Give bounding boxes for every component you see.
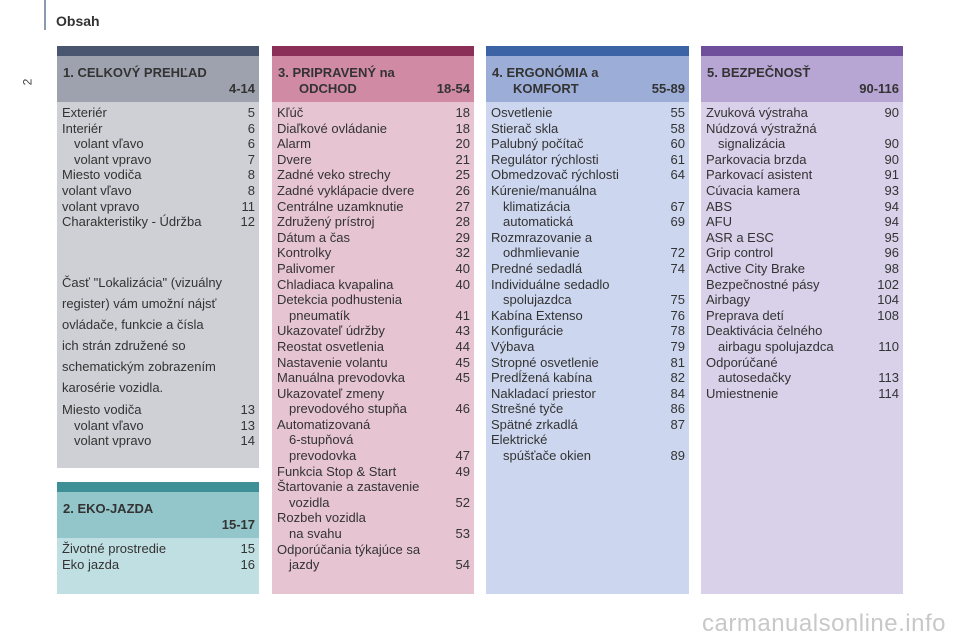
section-5-title: 5. BEZPEČNOSŤ <box>707 65 811 80</box>
toc-entry[interactable]: volant vľavo 13 <box>74 417 255 433</box>
section-5-bar <box>701 46 903 56</box>
section-4-title-line2: KOMFORT <box>513 81 579 96</box>
toc-entry[interactable]: Zvuková výstraha 90 <box>706 105 899 120</box>
section-3-title-line2: ODCHOD <box>299 81 357 96</box>
section-4-entries <box>491 105 685 464</box>
section-1-header <box>57 56 259 102</box>
toc-entry[interactable]: Kontrolky 32 <box>277 245 470 261</box>
toc-entry[interactable]: Osvetlenie 55 <box>491 105 685 120</box>
toc-entry[interactable]: Charakteristiky - Údržba 12 <box>62 214 255 230</box>
toc-entry[interactable]: volant vľavo 6 <box>74 136 255 152</box>
section-1-body <box>57 102 259 468</box>
toc-entry[interactable]: Predné sedadlá 74 <box>491 260 685 276</box>
section-1-title: 1. CELKOVÝ PREHĽAD <box>63 65 207 80</box>
toc-entry[interactable]: Funkcia Stop & Start 49 <box>277 463 470 479</box>
toc-entry[interactable]: Umiestnenie 114 <box>706 385 899 401</box>
toc-entry[interactable]: Zadné vyklápacie dvere 26 <box>277 182 470 198</box>
section-1-entries-2 <box>62 402 255 449</box>
toc-entry[interactable]: Výbava 79 <box>491 338 685 354</box>
toc-entry[interactable]: Dvere 21 <box>277 151 470 167</box>
toc-entry[interactable]: Odporúčania týkajúce sa jazdy 54 <box>277 541 470 573</box>
toc-entry[interactable]: Nakladací priestor 84 <box>491 385 685 401</box>
section-1-bar <box>57 46 259 56</box>
section-3-header <box>272 56 474 102</box>
toc-entry[interactable]: Odporúčané autosedačky 113 <box>706 354 899 386</box>
toc-entry[interactable]: Regulátor rýchlosti 61 <box>491 151 685 167</box>
toc-entry[interactable]: Manuálna prevodovka 45 <box>277 370 470 386</box>
section-3-range: 18-54 <box>436 81 470 96</box>
section-4-header <box>486 56 689 102</box>
section-2-column <box>57 482 259 594</box>
toc-entry[interactable]: Chladiaca kvapalina 40 <box>277 276 470 292</box>
toc-entry[interactable]: Dátum a čas 29 <box>277 229 470 245</box>
section-5-header <box>701 56 903 102</box>
section-2-header <box>57 492 259 538</box>
toc-entry[interactable]: Automatizovaná 6-stupňová prevodovka 47 <box>277 416 470 464</box>
page-title: Obsah <box>56 13 100 29</box>
toc-entry[interactable]: Rozbeh vozidla na svahu 53 <box>277 510 470 542</box>
toc-entry[interactable]: volant vľavo 8 <box>62 182 255 198</box>
section-4-body <box>486 102 689 594</box>
section-1-entries <box>62 105 255 230</box>
toc-entry[interactable]: volant vpravo 14 <box>74 433 255 449</box>
toc-entry[interactable]: ASR a ESC 95 <box>706 229 899 245</box>
section-4-column <box>486 46 689 594</box>
page-number: 2 <box>20 78 35 86</box>
toc-entry[interactable]: Deaktivácia čelného airbagu spolujazdca 110 <box>706 323 899 354</box>
toc-entry[interactable]: Konfigurácie 78 <box>491 323 685 339</box>
toc-entry[interactable]: Elektrické spúšťače okien 89 <box>491 432 685 464</box>
toc-entry[interactable]: Palivomer 40 <box>277 260 470 276</box>
section-5-column <box>701 46 903 594</box>
section-1-range: 4-14 <box>228 81 255 96</box>
toc-entry[interactable]: Exteriér 5 <box>62 105 255 120</box>
section-2-title: 2. EKO-JAZDA <box>63 501 154 516</box>
toc-entry[interactable]: Štartovanie a zastavenie vozidla 52 <box>277 479 470 510</box>
toc-entry[interactable]: Parkovacia brzda 90 <box>706 151 899 167</box>
section-2-body <box>57 538 259 594</box>
toc-entry[interactable]: Palubný počítač 60 <box>491 136 685 152</box>
toc-entry[interactable]: Centrálne uzamknutie 27 <box>277 198 470 214</box>
localization-note: Časť "Lokalizácia" (vizuálny register) vám umožní nájsť ovládače, funkcie a čísla ich strán združené so schematickým zobrazením karosérie vozidla. <box>62 275 223 395</box>
toc-entry[interactable]: Parkovací asistent 91 <box>706 167 899 183</box>
toc-entry[interactable]: Airbagy 104 <box>706 292 899 308</box>
toc-entry[interactable]: Kúrenie/manuálna klimatizácia 67 <box>491 182 685 214</box>
toc-entry[interactable]: Eko jazda 16 <box>62 556 255 572</box>
toc-entry[interactable]: Nastavenie volantu 45 <box>277 354 470 370</box>
toc-entry[interactable]: Preprava detí 108 <box>706 307 899 323</box>
toc-entry[interactable]: ABS 94 <box>706 198 899 214</box>
toc-entry[interactable]: Predĺžená kabína 82 <box>491 370 685 386</box>
toc-entry[interactable]: Alarm 20 <box>277 136 470 152</box>
toc-entry[interactable]: Interiér 6 <box>62 120 255 136</box>
toc-entry[interactable]: Stropné osvetlenie 81 <box>491 354 685 370</box>
section-3-column <box>272 46 474 594</box>
toc-entry[interactable]: volant vpravo 7 <box>74 151 255 167</box>
toc-entry[interactable]: Ukazovateľ údržby 43 <box>277 323 470 339</box>
section-5-body <box>701 102 903 594</box>
toc-entry[interactable]: Strešné tyče 86 <box>491 401 685 417</box>
section-2-bar <box>57 482 259 492</box>
toc-entry[interactable]: Reostat osvetlenia 44 <box>277 338 470 354</box>
toc-entry[interactable]: Miesto vodiča 13 <box>62 402 255 417</box>
toc-entry[interactable]: Active City Brake 98 <box>706 260 899 276</box>
section-5-range: 90-116 <box>859 81 899 96</box>
toc-entry[interactable]: Životné prostredie 15 <box>62 541 255 556</box>
toc-entry[interactable]: Kabína Extenso 76 <box>491 307 685 323</box>
section-3-title: 3. PRIPRAVENÝ na <box>278 65 395 80</box>
section-3-bar <box>272 46 474 56</box>
toc-entry[interactable]: Individuálne sedadlo spolujazdca 75 <box>491 276 685 308</box>
section-4-bar <box>486 46 689 56</box>
toc-entry[interactable]: automatická 69 <box>503 214 685 230</box>
toc-entry[interactable]: Spätné zrkadlá 87 <box>491 416 685 432</box>
toc-entry[interactable]: Kľúč 18 <box>277 105 470 120</box>
section-1-column <box>57 46 259 468</box>
section-2-range: 15-17 <box>221 517 255 532</box>
toc-entry[interactable]: Ukazovateľ zmeny prevodového stupňa 46 <box>277 385 470 417</box>
toc-entry[interactable]: Detekcia podhustenia pneumatík 41 <box>277 292 470 323</box>
watermark: carmanualsonline.info <box>702 610 946 637</box>
toc-entry[interactable]: Diaľkové ovládanie 18 <box>277 120 470 136</box>
toc-entry[interactable]: Zadné veko strechy 25 <box>277 167 470 183</box>
toc-entry[interactable]: Miesto vodiča 8 <box>62 167 255 183</box>
side-line <box>44 0 46 30</box>
toc-entry[interactable]: AFU 94 <box>706 214 899 230</box>
section-2-entries <box>62 541 255 572</box>
section-4-range: 55-89 <box>651 81 685 96</box>
toc-entry[interactable]: volant vpravo 11 <box>62 198 255 214</box>
section-3-entries <box>277 105 470 573</box>
section-4-title: 4. ERGONÓMIA a <box>492 65 599 80</box>
toc-entry[interactable]: Cúvacia kamera 93 <box>706 182 899 198</box>
toc-entry[interactable]: Grip control 96 <box>706 245 899 261</box>
toc-entry[interactable]: Rozmrazovanie a odhmlievanie 72 <box>491 229 685 261</box>
toc-entry[interactable]: Bezpečnostné pásy 102 <box>706 276 899 292</box>
toc-entry[interactable]: Stierač skla 58 <box>491 120 685 136</box>
toc-entry[interactable]: Združený prístroj 28 <box>277 214 470 230</box>
toc-entry[interactable]: Obmedzovač rýchlosti 64 <box>491 167 685 183</box>
section-3-body <box>272 102 474 594</box>
toc-entry[interactable]: Núdzová výstražná signalizácia 90 <box>706 120 899 152</box>
section-5-entries <box>706 105 899 401</box>
